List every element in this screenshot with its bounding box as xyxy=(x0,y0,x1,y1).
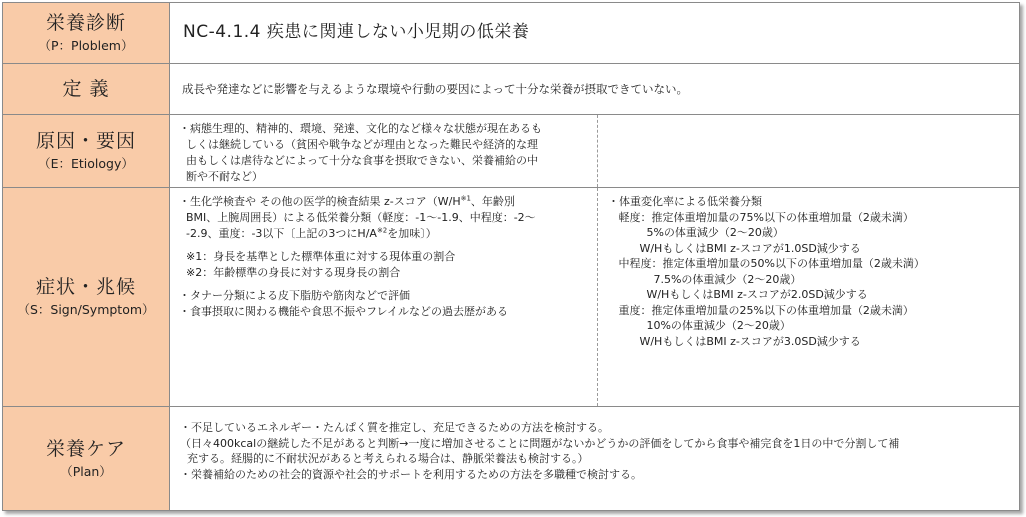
weight-change-line: 5%の体重減少（2～20歳） xyxy=(608,226,784,239)
symptom-line xyxy=(179,226,589,242)
symptom-line xyxy=(179,194,589,210)
etiology-header xyxy=(3,115,170,187)
footnote-mark-1: ※1 xyxy=(460,194,471,203)
definition-header xyxy=(3,64,170,114)
etiology-empty-cell xyxy=(597,115,1019,187)
etiology-row xyxy=(3,115,1019,188)
care-line: ・不足しているエネルギー・たんぱく質を推定し、充足できるための方法を検討する。 xyxy=(180,421,609,434)
care-line: 充する。経腸的に不耐状況があると考えられる場合は、静脈栄養法も検討する。） xyxy=(180,452,589,465)
definition-text: 成長や発達などに影響を与えるような環境や行動の要因によって十分な栄養が摂取できていない。 xyxy=(182,82,688,96)
weight-change-line: 重度：推定体重増加量の25%以下の体重増加量（2歳未満） xyxy=(608,303,914,317)
symptom-line-text: ・生化学検査や その他の医学的検査結果 z-スコア（W/H xyxy=(179,195,461,208)
weight-change-line: 10%の体重減少（2～20歳） xyxy=(608,319,791,332)
symptom-right-column xyxy=(597,188,1019,406)
etiology-body xyxy=(170,115,1019,187)
etiology-line: 由もしくは虐待などによって十分な食事を摂取できない、栄養補給の中 xyxy=(179,154,538,167)
etiology-text xyxy=(170,115,597,187)
weight-change-line: ・体重変化率による低栄養分類 xyxy=(608,195,762,208)
care-header-title: 栄養ケア xyxy=(45,437,126,460)
etiology-line: しくは継続している（貧困や戦争などが理由となった難民や経済的な理 xyxy=(179,138,538,151)
weight-change-line: 中程度：推定体重増加量の50%以下の体重増加量（2歳未満） xyxy=(608,257,925,270)
definition-body xyxy=(170,64,1019,114)
care-line: ・栄養補給のための社会的資源や社会的サポートを利用するための方法を多職種で検討する。 xyxy=(180,467,642,481)
etiology-line: 断や不耐など） xyxy=(179,170,263,183)
diagnosis-header xyxy=(3,3,170,63)
diagnosis-header-title: 栄養診断 xyxy=(45,12,126,34)
weight-change-line: W/HもしくはBMI z-スコアが2.0SD減少する xyxy=(608,288,868,301)
diagnosis-text: NC-4.1.4 疾患に関連しない小児期の低栄養 xyxy=(183,22,530,42)
care-body xyxy=(170,407,1019,510)
spacer xyxy=(179,281,589,288)
etiology-line: ・病態生理的、精神的、環境、発達、文化的など様々な状態が現在あるも xyxy=(179,122,542,135)
care-row xyxy=(3,407,1019,510)
symptom-body xyxy=(170,188,1019,406)
spacer xyxy=(179,242,589,249)
weight-change-line: W/HもしくはBMI z-スコアが3.0SD減少する xyxy=(608,334,861,348)
footnote-2: ※2：年齢標準の身長に対する現身長の割合 xyxy=(179,266,401,279)
care-line: （日々400kcalの継続した不足があると判断→一度に増加させることに問題がないかどうかの評価をしてから食事や補完食を1日の中で分割して補 xyxy=(180,436,900,450)
care-header-sub: （Plan） xyxy=(60,463,112,479)
symptom-line: BMI、上腕周囲長）による低栄養分類（軽度：-1～-1.9、中程度：-2～ xyxy=(179,211,536,224)
footnote-1: ※1：身長を基準とした標準体重に対する現体重の割合 xyxy=(179,250,456,263)
definition-header-title: 定 義 xyxy=(62,78,110,100)
weight-change-line: 軽度：推定体重増加量の75%以下の体重増加量（2歳未満） xyxy=(608,210,914,224)
symptom-header xyxy=(3,188,170,406)
symptom-header-sub: （S：Sign/Symptom） xyxy=(17,302,155,317)
diagnosis-body xyxy=(170,3,1019,63)
weight-change-line: W/HもしくはBMI z-スコアが1.0SD減少する xyxy=(608,241,861,255)
symptom-header-title: 症状・兆候 xyxy=(35,276,136,298)
symptom-line: ・タナー分類による皮下脂肪や筋肉などで評価 xyxy=(179,289,410,302)
nutrition-diagnosis-table xyxy=(2,2,1020,511)
footnote-mark-2: ※2 xyxy=(376,226,388,235)
symptom-line: ・食事摂取に関わる機能や食思不振やフレイルなどの過去歴がある xyxy=(179,305,509,318)
symptom-left-column xyxy=(170,188,597,406)
etiology-header-sub: （E：Etiology） xyxy=(38,156,134,171)
symptom-row xyxy=(3,188,1019,407)
care-text xyxy=(170,407,1019,482)
symptom-line-tail: 、年齢別 xyxy=(470,195,515,208)
symptom-line-text: -2.9、重度：-3以下〔上記の3つにH/A xyxy=(179,227,377,240)
weight-change-line: 7.5%の体重減少（2～20歳） xyxy=(608,272,802,286)
diagnosis-row xyxy=(3,3,1019,64)
diagnosis-header-sub: （P：Ploblem） xyxy=(38,38,134,53)
definition-row xyxy=(3,64,1019,115)
symptom-line-tail: を加味〕） xyxy=(387,227,437,240)
etiology-header-title: 原因・要因 xyxy=(35,130,136,152)
care-header xyxy=(3,407,170,510)
